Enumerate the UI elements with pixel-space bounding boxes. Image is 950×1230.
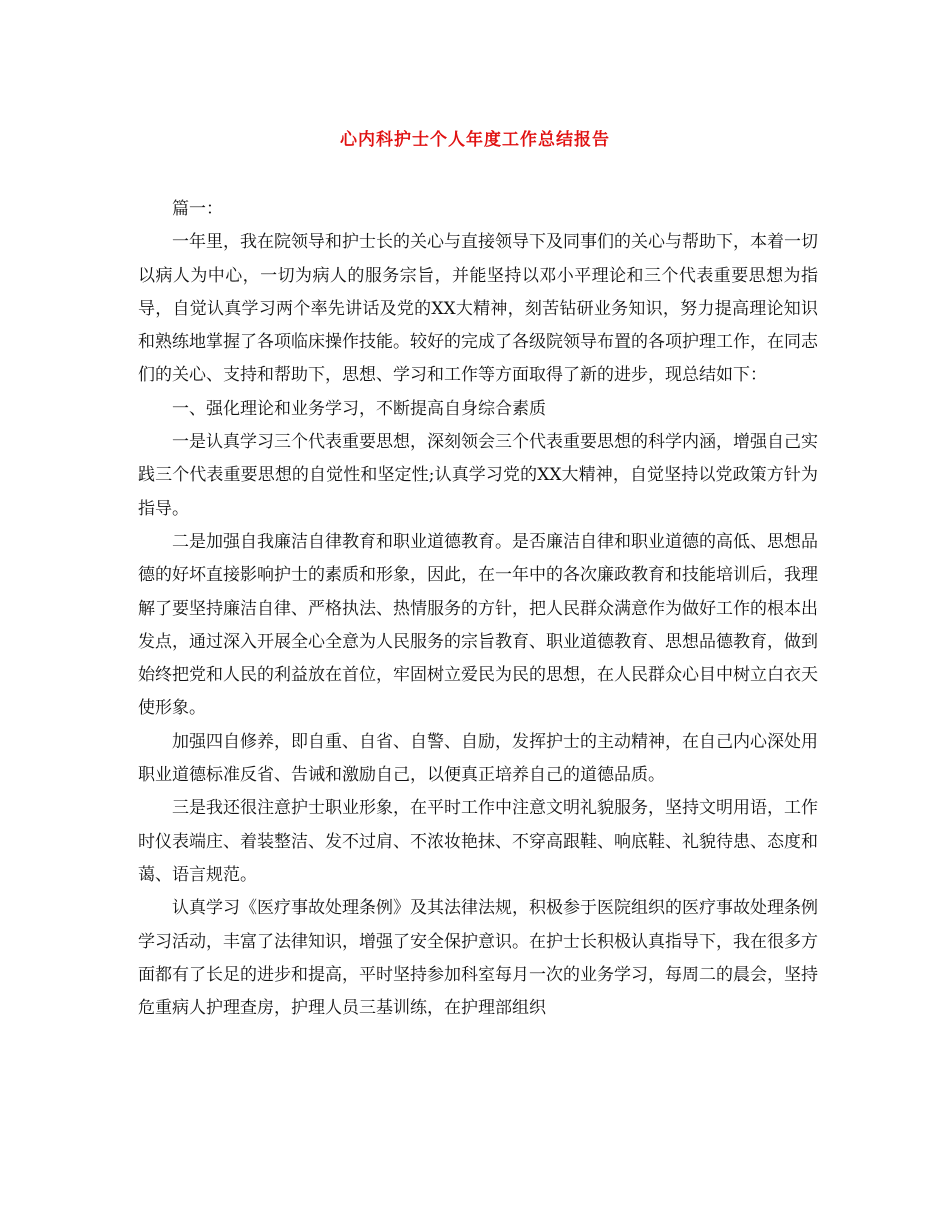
- paragraph-point-2: 二是加强自我廉洁自律教育和职业道德教育。是否廉洁自律和职业道德的高低、思想品德的好坏直接影响护士的素质和形象，因此，在一年中的各次廉政教育和技能培训后，我理解了要坚持廉洁自律、严格执法、热情服务的方针，把人民群众满意作为做好工作的根本出发点，通过深入开展全心全意为人民服务的宗旨教育、职业道德教育、思想品德教育，做到始终把党和人民的利益放在首位，牢固树立爱民为民的思想，在人民群众心目中树立白衣天使形象。: [138, 531, 818, 719]
- document-title: 心内科护士个人年度工作总结报告: [340, 130, 610, 150]
- paragraph-self-cultivation: 加强四自修养，即自重、自省、自警、自励，发挥护士的主动精神，在自己内心深处用职业道德标准反省、告诫和激励自己，以便真正培养自己的道德品质。: [138, 731, 818, 786]
- paragraph-point-1: 一是认真学习三个代表重要思想，深刻领会三个代表重要思想的科学内涵，增强自己实践三个代表重要思想的自觉性和坚定性;认真学习党的XX大精神，自觉坚持以党政策方针为指导。: [138, 432, 818, 519]
- document-body: [138, 193, 818, 1025]
- paragraph-section-label: 篇一：: [172, 199, 223, 219]
- paragraph-heading-1: 一、强化理论和业务学习，不断提高自身综合素质: [172, 398, 546, 419]
- paragraph-regulations: 认真学习《医疗事故处理条例》及其法律法规，积极参于医院组织的医疗事故处理条例学习活动，丰富了法律知识，增强了安全保护意识。在护士长积极认真指导下，我在很多方面都有了长足的进步和提高，平时坚持参加科室每月一次的业务学习，每周二的晨会，坚持危重病人护理查房，护理人员三基训练，在护理部组织: [138, 898, 818, 1019]
- paragraph-intro: 一年里，我在院领导和护士长的关心与直接领导下及同事们的关心与帮助下，本着一切以病人为中心，一切为病人的服务宗旨，并能坚持以邓小平理论和三个代表重要思想为指导，自觉认真学习两个率先讲话及党的XX大精神，刻苦钻研业务知识，努力提高理论知识和熟练地掌握了各项临床操作技能。较好的完成了各级院领导布置的各项护理工作，在同志们的关心、支持和帮助下，思想、学习和工作等方面取得了新的进步，现总结如下：: [138, 232, 818, 386]
- paragraph-point-3: 三是我还很注意护士职业形象，在平时工作中注意文明礼貌服务，坚持文明用语，工作时仪表端庄、着装整洁、发不过肩、不浓妆艳抹、不穿高跟鞋、响底鞋、礼貌待患、态度和蔼、语言规范。: [138, 798, 818, 885]
